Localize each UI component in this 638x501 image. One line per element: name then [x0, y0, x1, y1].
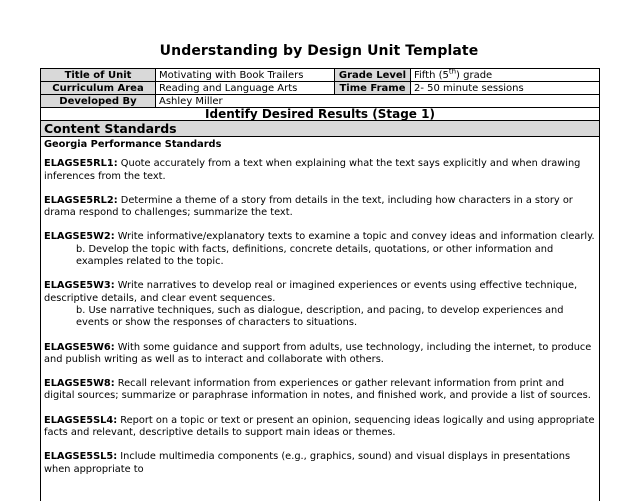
curriculum-area-value: Reading and Language Arts	[156, 82, 335, 95]
standard-item	[44, 378, 596, 403]
developed-by-value: Ashley Miller	[156, 95, 600, 108]
curriculum-area-label: Curriculum Area	[41, 82, 156, 95]
grade-level-value-pre: Fifth (5	[414, 69, 449, 81]
standards-subheading: Georgia Performance Standards	[44, 139, 222, 150]
grade-level-value-sup: th	[448, 67, 457, 76]
grade-level-value	[411, 69, 600, 82]
title-of-unit-value: Motivating with Book Trailers	[156, 69, 335, 82]
standard-text: Report on a topic or text or present an opinion, sequencing ideas logically and using appropriate facts and relevant, descriptive details to support main ideas or themes.	[44, 414, 595, 439]
unit-info-table	[40, 68, 600, 122]
standard-item	[44, 342, 596, 367]
content-standards-section	[40, 120, 600, 501]
standard-subitem: b. Develop the topic with facts, definitions, concrete details, quotations, or other information and examples related to the topic.	[76, 243, 554, 268]
standard-item	[44, 451, 596, 476]
standard-text: Recall relevant information from experiences or gather relevant information from print and digital sources; summarize or paraphrase information in notes, and finished work, and provide a list of sources.	[44, 378, 591, 402]
standard-item	[44, 280, 596, 329]
info-row-developer	[41, 95, 600, 108]
time-frame-value: 2- 50 minute sessions	[411, 82, 600, 95]
standards-list	[41, 137, 599, 476]
standard-code: ELAGSE5W2:	[44, 231, 115, 243]
standard-code: ELAGSE5W6:	[44, 341, 115, 353]
developed-by-label: Developed By	[41, 95, 156, 108]
grade-level-value-post: ) grade	[456, 69, 493, 81]
standard-text: With some guidance and support from adults, use technology, including the internet, to produce and publish writing as well as to interact and collaborate with others.	[44, 341, 592, 365]
standard-text: Determine a theme of a story from details in the text, including how characters in a story or drama respond to challenges; summarize the text.	[44, 194, 573, 219]
standard-item	[44, 231, 596, 268]
content-standards-heading: Content Standards	[41, 121, 599, 137]
standard-text: Include multimedia components (e.g., graphics, sound) and visual displays in presentations when appropriate to	[44, 451, 571, 475]
stage-heading: Identify Desired Results (Stage 1)	[41, 108, 600, 122]
standard-text: Write informative/explanatory texts to examine a topic and convey ideas and information clearly.	[114, 231, 595, 243]
standard-item	[44, 415, 596, 440]
document-title: Understanding by Design Unit Template	[159, 43, 479, 59]
title-of-unit-label: Title of Unit	[41, 69, 156, 82]
standard-code: ELAGSE5W8:	[44, 378, 115, 390]
standard-item	[44, 195, 596, 220]
info-row-title	[41, 69, 600, 82]
standard-subitem: b. Use narrative techniques, such as dialogue, description, and pacing, to develop experiences and events or show the responses of characters to situations.	[76, 304, 564, 329]
standard-code: ELAGSE5RL2:	[44, 194, 118, 206]
info-row-curriculum	[41, 82, 600, 95]
time-frame-label: Time Frame	[335, 82, 411, 95]
grade-level-label: Grade Level	[335, 69, 411, 82]
standard-item	[44, 158, 596, 183]
standard-code: ELAGSE5SL4:	[44, 414, 118, 426]
standard-text: Quote accurately from a text when explaining what the text says explicitly and when drawing inferences from the text.	[44, 158, 581, 182]
standard-code: ELAGSE5W3:	[44, 280, 115, 292]
standard-code: ELAGSE5SL5:	[44, 451, 118, 463]
standard-code: ELAGSE5RL1:	[44, 158, 118, 170]
standard-text: Write narratives to develop real or imagined experiences or events using effective technique, descriptive details, and clear event sequences.	[44, 280, 578, 304]
